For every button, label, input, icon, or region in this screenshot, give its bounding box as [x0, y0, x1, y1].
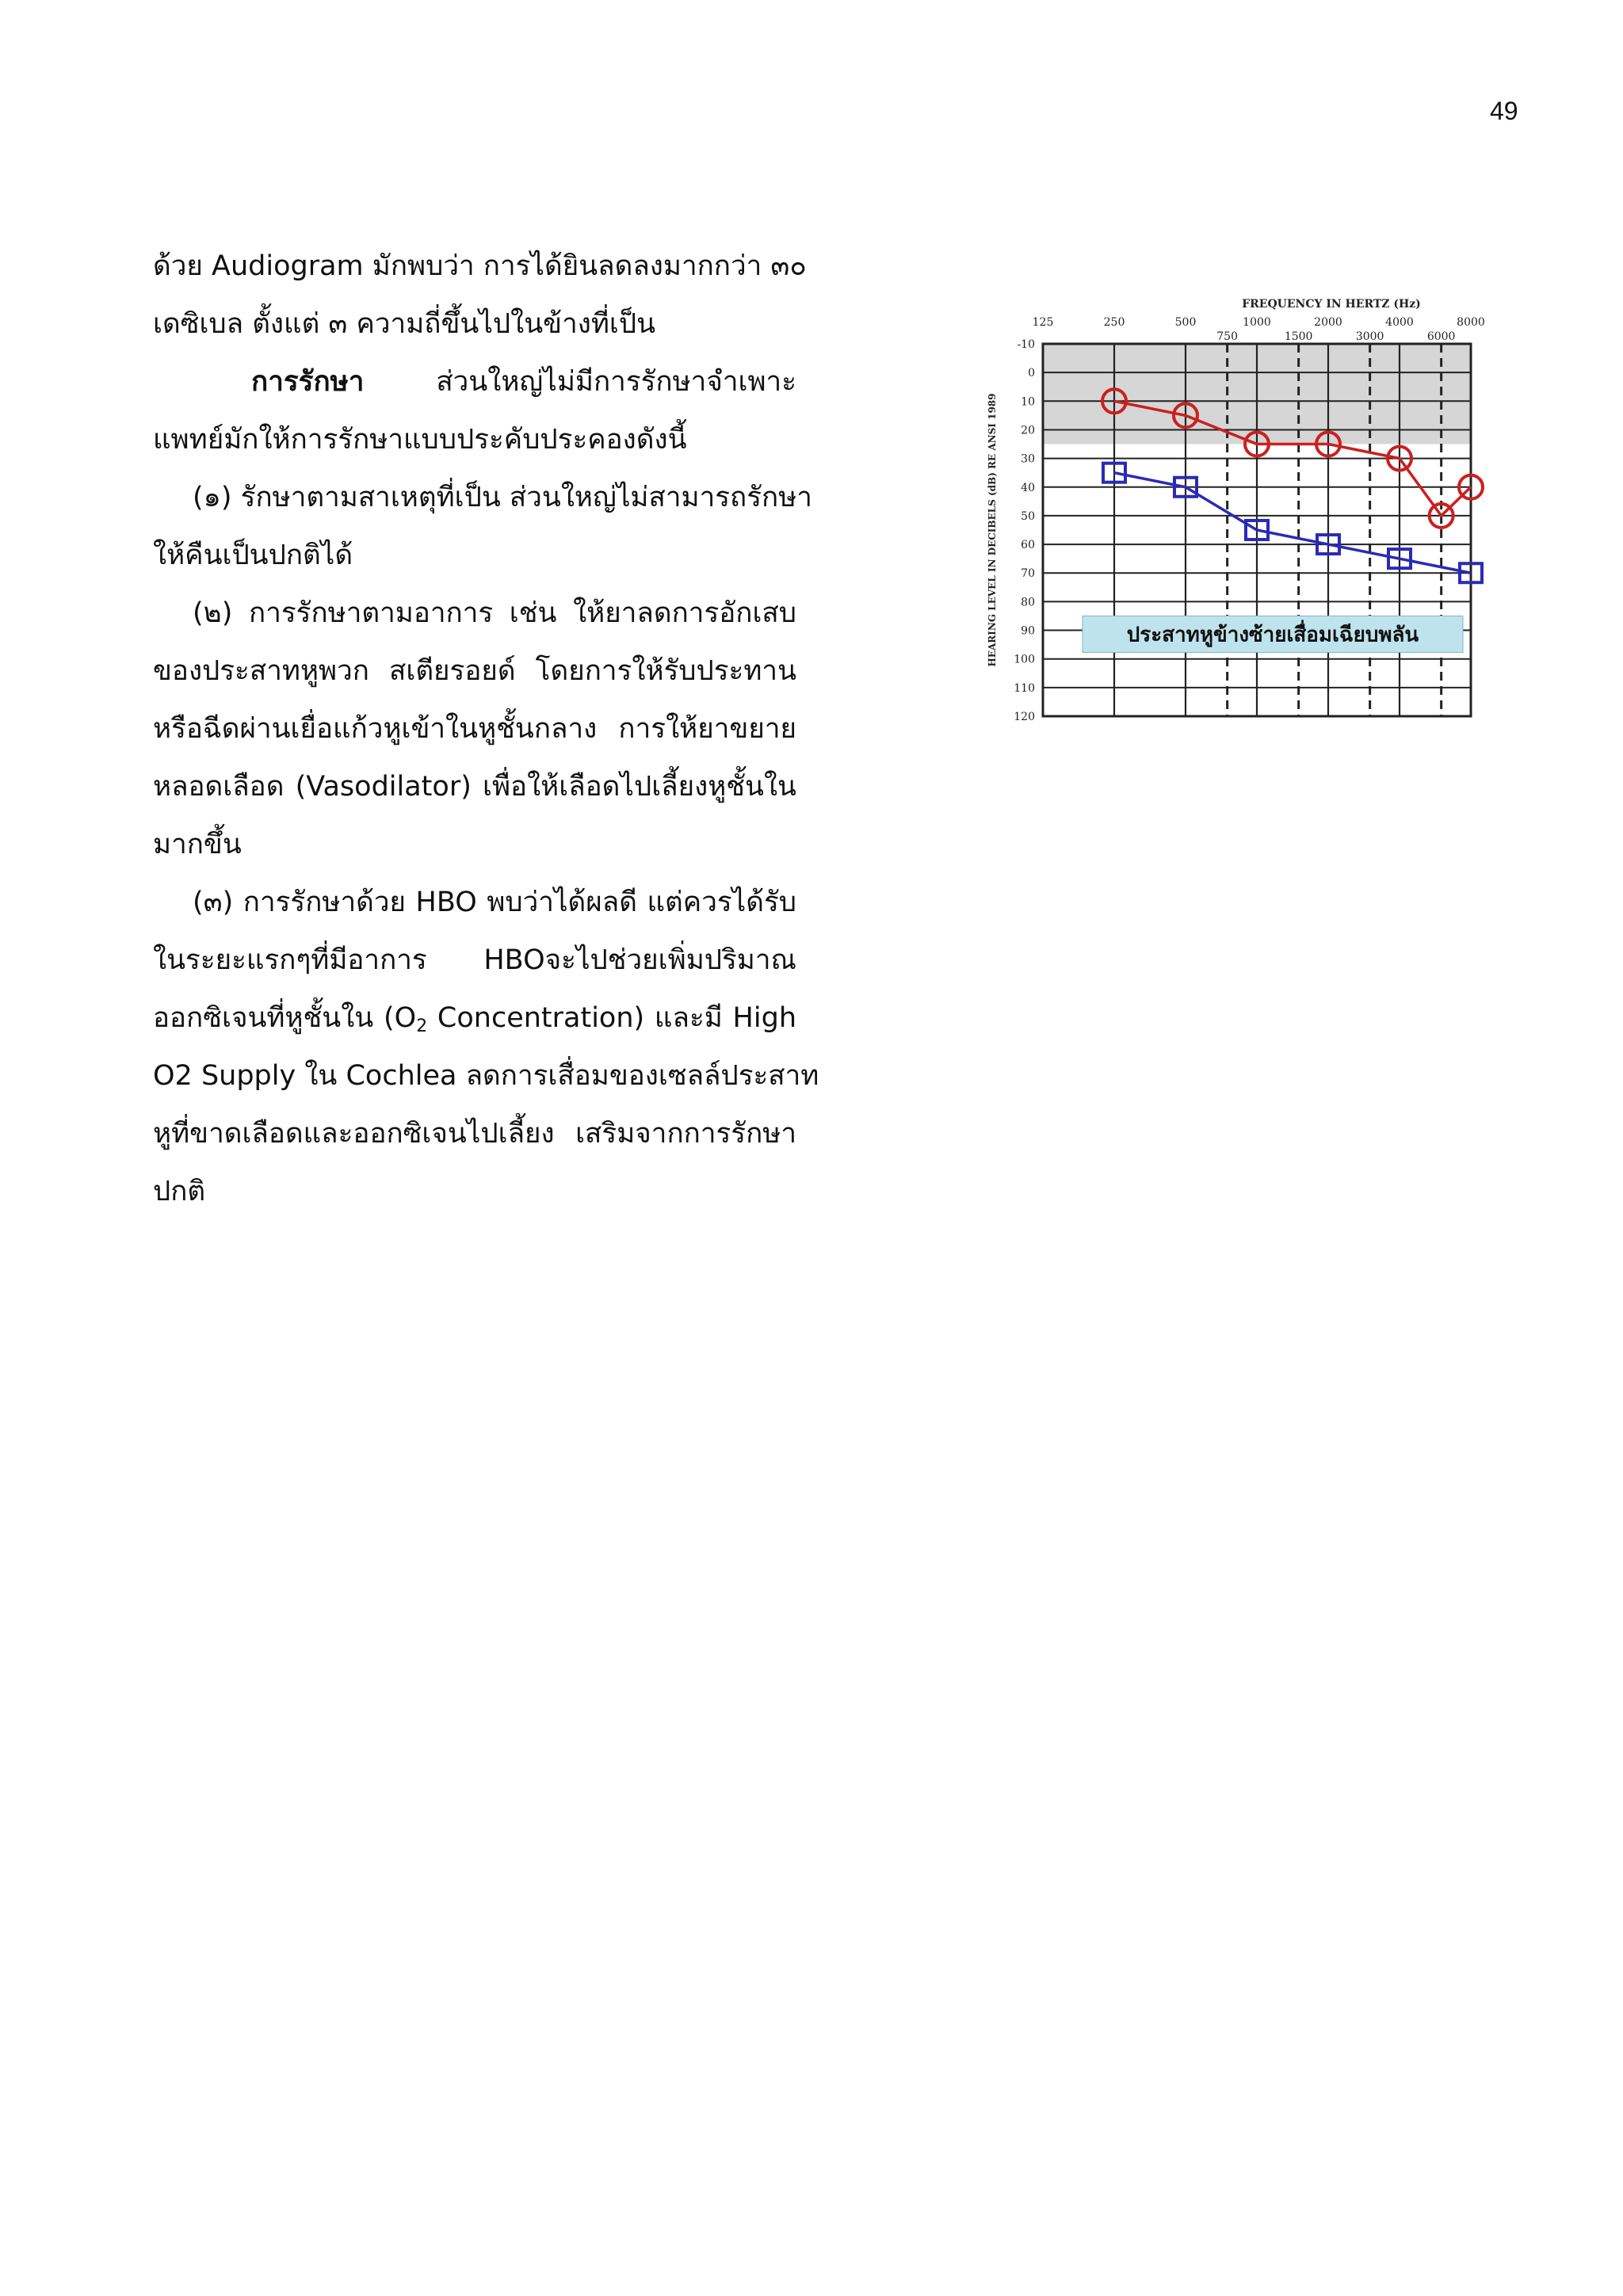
- treatment-paragraph-line: [153, 353, 796, 411]
- y-tick-label: 120: [1014, 711, 1035, 723]
- subscript: 2: [416, 1016, 428, 1036]
- y-tick-label: 110: [1014, 681, 1035, 695]
- list-item-3-line: ในระยะแรกๆที่มีอาการ HBOจะไปช่วยเพิ่มปริมาณ: [153, 944, 796, 976]
- list-item-1-line: ให้คืนเป็นปกติได้: [153, 540, 353, 571]
- y-tick-label: 90: [1021, 624, 1035, 638]
- paragraph-text: ส่วนใหญ่ไม่มีการรักษาจำเพาะ: [436, 366, 796, 398]
- list-item-3-line: หูที่ขาดเลือดและออกซิเจนไปเลี้ยง เสริมจากการรักษา: [153, 1118, 796, 1150]
- list-item-3-line: O2 Supply ใน Cochlea ลดการเสื่อมของเซลล์ประสาท: [153, 1060, 819, 1092]
- y-axis-label: HEARING LEVEL IN DECIBELS (dB) RE ANSI 1989: [987, 393, 998, 667]
- x-tick-label: 6000: [1426, 330, 1456, 343]
- list-item-2-line: หลอดเลือด (Vasodilator) เพื่อให้เลือดไปเลี้ยงหูชั้นใน: [153, 771, 796, 803]
- y-tick-label: 60: [1021, 539, 1035, 552]
- x-tick-label: 2000: [1314, 316, 1342, 329]
- text-segment: ออกซิเจนที่หูชั้นใน (O: [153, 1002, 417, 1034]
- list-item-3-line: [153, 990, 796, 1047]
- list-item-2-line: มากขึ้น: [153, 829, 242, 860]
- x-tick-label: 8000: [1457, 316, 1485, 329]
- y-tick-label: 20: [1021, 424, 1035, 437]
- list-item-2-line: ของประสาทหูพวก สเตียรอยด์ โดยการให้รับประทาน: [153, 655, 796, 687]
- list-item-1-line: (๑) รักษาตามสาเหตุที่เป็น ส่วนใหญ่ไม่สามารถรักษา: [193, 482, 812, 513]
- x-tick-label: 3000: [1355, 330, 1384, 343]
- y-tick-label: 10: [1021, 395, 1035, 409]
- y-tick-label: 40: [1021, 481, 1035, 494]
- y-tick-label: 0: [1028, 367, 1035, 380]
- y-tick-label: -10: [1017, 338, 1035, 351]
- x-tick-label: 1500: [1284, 330, 1313, 343]
- list-item-3-line: (๓) การรักษาด้วย HBO พบว่าได้ผลดี แต่ควรได้รับ: [193, 887, 796, 918]
- body-text: [153, 238, 819, 1221]
- x-tick-label: 1000: [1243, 316, 1271, 329]
- paragraph-line: ด้วย Audiogram มักพบว่า การได้ยินลดลงมากกว่า ๓๐: [153, 250, 807, 282]
- paragraph-line: แพทย์มักให้การรักษาแบบประคับประคองดังนี้: [153, 424, 687, 456]
- page-number: 49: [1490, 97, 1518, 125]
- treatment-heading: การรักษา: [251, 366, 365, 398]
- y-tick-label: 100: [1014, 653, 1035, 666]
- y-tick-label: 30: [1021, 452, 1035, 466]
- chart-title: FREQUENCY IN HERTZ (Hz): [1242, 298, 1421, 311]
- audiogram-chart: [983, 292, 1490, 731]
- y-tick-label: 80: [1021, 596, 1035, 609]
- x-tick-label: 250: [1103, 316, 1125, 329]
- y-tick-label: 50: [1021, 509, 1035, 523]
- x-tick-label: 125: [1032, 316, 1054, 329]
- annotation-text: ประสาทหูข้างซ้ายเสื่อมเฉียบพลัน: [1126, 623, 1419, 647]
- y-tick-label: 70: [1021, 567, 1035, 581]
- audiogram-figure: [983, 292, 1490, 731]
- x-tick-label: 500: [1174, 316, 1197, 329]
- list-item-3-line: ปกติ: [153, 1176, 206, 1207]
- paragraph-line: เดซิเบล ตั้งแต่ ๓ ความถี่ขึ้นไปในข้างที่เป็น: [153, 308, 655, 340]
- x-tick-label: 4000: [1385, 316, 1414, 329]
- text-segment: Concentration) และมี High: [427, 1002, 796, 1034]
- x-tick-label: 750: [1216, 330, 1239, 343]
- list-item-2-line: (๒) การรักษาตามอาการ เช่น ให้ยาลดการอักเสบ: [193, 597, 796, 629]
- list-item-2-line: หรือฉีดผ่านเยื่อแก้วหูเข้าในหูชั้นกลาง การให้ยาขยาย: [153, 713, 796, 745]
